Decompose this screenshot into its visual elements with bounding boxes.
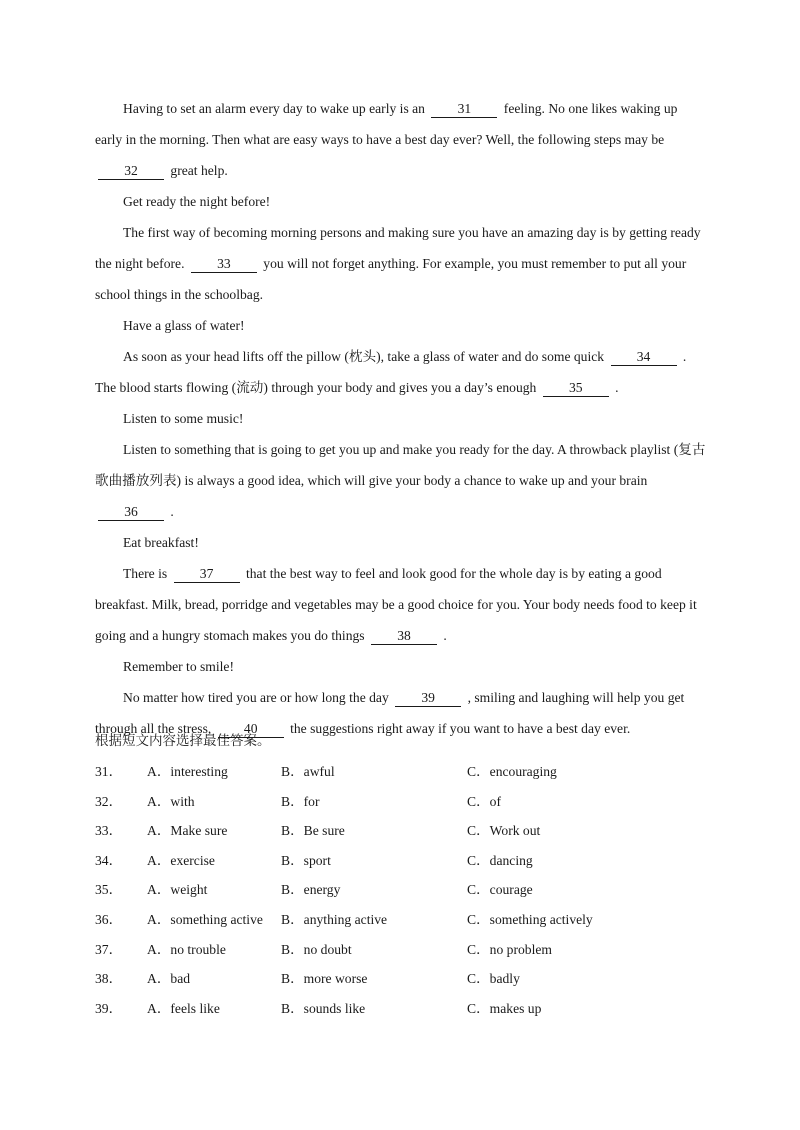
- paragraph-text: the suggestions right away if you want to have a best day ever.: [290, 721, 631, 736]
- option-a: A．feels like: [147, 1000, 220, 1016]
- option-b: B．Be sure: [281, 823, 345, 839]
- paragraph-text: , smiling and laughing will help you get through all the stress,: [95, 690, 685, 736]
- question-number: 34．: [95, 852, 123, 868]
- option-c: C．something actively: [467, 911, 593, 927]
- paragraph-text: feeling. No one likes waking up early in the morning. Then what are easy ways to have a best day ever? Well, the following steps may be: [95, 101, 678, 147]
- paragraph-text: that the best way to feel and look good for the whole day is by eating a good breakfast. Milk, bread, porridge and vegetables may be a good choice for you. Your body needs food to keep it going and a hungry stomach makes you do things: [95, 566, 697, 643]
- question-number: 37．: [95, 941, 123, 957]
- section-heading: Have a glass of water!: [123, 318, 245, 333]
- blank-35: 35: [543, 379, 609, 397]
- answer-options: [95, 757, 715, 1023]
- paragraph-text: Listen to something that is going to get you up and make you ready for the day. A throwback playlist (复古歌曲播放列表) is always a good idea, which will give your body a chance to wake up and your brain: [95, 442, 706, 488]
- option-row: [95, 964, 715, 994]
- paragraph-water: [95, 341, 707, 403]
- paragraph-text: .: [443, 628, 447, 643]
- option-row: [95, 757, 715, 787]
- option-a: A．no trouble: [147, 941, 226, 957]
- option-a: A．Make sure: [147, 823, 228, 839]
- option-b: B．anything active: [281, 911, 388, 927]
- paragraph-text: There is: [123, 566, 168, 581]
- option-c: C．badly: [467, 971, 520, 987]
- option-row: [95, 875, 715, 905]
- blank-39: 39: [395, 689, 461, 707]
- section-heading: Remember to smile!: [123, 659, 234, 674]
- paragraph-text: As soon as your head lifts off the pillow (枕头), take a glass of water and do some quick: [123, 349, 605, 364]
- paragraph-text: Having to set an alarm every day to wake up early is an: [123, 101, 425, 116]
- question-number: 36．: [95, 911, 123, 927]
- paragraph-text: . The blood starts flowing (流动) through your body and gives you a day’s enough: [95, 349, 687, 395]
- option-a: A．something active: [147, 911, 263, 927]
- option-row: [95, 787, 715, 817]
- paragraph-text: No matter how tired you are or how long the day: [123, 690, 389, 705]
- section-heading: Get ready the night before!: [123, 194, 271, 209]
- option-row: [95, 994, 715, 1024]
- option-row: [95, 846, 715, 876]
- question-number: 38．: [95, 971, 123, 987]
- paragraph-breakfast: [95, 558, 707, 651]
- option-c: C．of: [467, 793, 501, 809]
- paragraph-intro: [95, 93, 707, 186]
- option-c: C．Work out: [467, 823, 541, 839]
- option-c: C．no problem: [467, 941, 552, 957]
- question-number: 35．: [95, 882, 123, 898]
- paragraph-text: .: [615, 380, 619, 395]
- paragraph-text: The first way of becoming morning persons and making sure you have an amazing day is by getting ready the night before.: [95, 225, 701, 271]
- question-number: 33．: [95, 823, 123, 839]
- paragraph-text: .: [170, 504, 174, 519]
- paragraph-text: you will not forget anything. For example, you must remember to put all your school things in the schoolbag.: [95, 256, 687, 302]
- cloze-passage: [95, 93, 707, 744]
- option-row: [95, 935, 715, 965]
- question-number: 32．: [95, 793, 123, 809]
- option-b: B．sounds like: [281, 1000, 366, 1016]
- option-b: B．awful: [281, 764, 335, 779]
- paragraph-text: great help.: [170, 163, 228, 178]
- option-c: C．dancing: [467, 852, 533, 868]
- option-a: A．with: [147, 793, 195, 809]
- option-c: C．courage: [467, 882, 533, 898]
- option-b: B．sport: [281, 852, 331, 868]
- section-heading: Eat breakfast!: [123, 535, 199, 550]
- paragraph-night-before: [95, 217, 707, 310]
- instruction-text: 根据短文内容选择最佳答案。: [95, 733, 271, 749]
- blank-33: 33: [191, 255, 257, 273]
- blank-38: 38: [371, 627, 437, 645]
- option-a: A．exercise: [147, 852, 215, 868]
- option-b: B．more worse: [281, 971, 368, 987]
- blank-34: 34: [611, 348, 677, 366]
- option-row: [95, 816, 715, 846]
- option-a: A．weight: [147, 882, 208, 898]
- blank-40: 40: [218, 720, 284, 738]
- section-heading: Listen to some music!: [123, 411, 244, 426]
- blank-31: 31: [431, 100, 497, 118]
- option-a: A．interesting: [147, 764, 228, 779]
- option-row: [95, 905, 715, 935]
- paragraph-music: [95, 434, 707, 527]
- option-b: B．energy: [281, 882, 341, 898]
- option-b: B．for: [281, 793, 320, 809]
- option-c: C．encouraging: [467, 764, 557, 779]
- option-a: A．bad: [147, 971, 191, 987]
- question-number: 39．: [95, 1000, 123, 1016]
- blank-32: 32: [98, 162, 164, 180]
- option-c: C．makes up: [467, 1000, 542, 1016]
- blank-36: 36: [98, 503, 164, 521]
- question-number: 31．: [95, 764, 123, 779]
- option-b: B．no doubt: [281, 941, 352, 957]
- blank-37: 37: [174, 565, 240, 583]
